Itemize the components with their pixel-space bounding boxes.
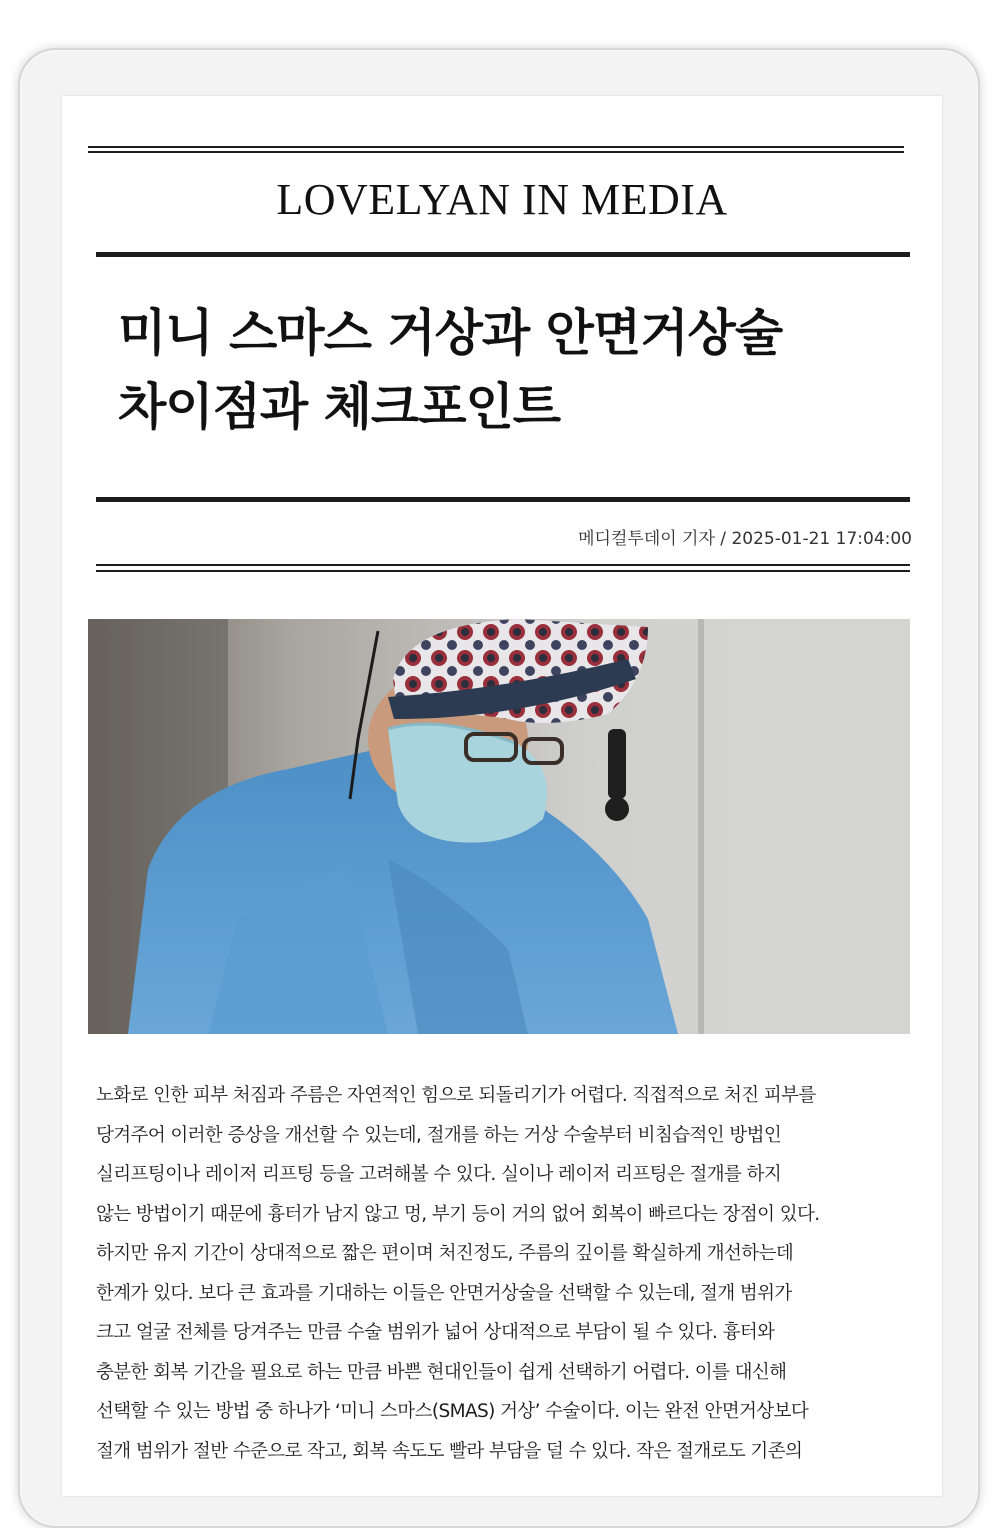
article-byline: 메디컬투데이 기자 / 2025-01-21 17:04:00 bbox=[578, 529, 912, 549]
body-line: 크고 얼굴 전체를 당겨주는 만큼 수술 범위가 넓어 상대적으로 부담이 될 수 있다. 흉터와 bbox=[96, 1322, 775, 1343]
body-line: 절개 범위가 절반 수준으로 작고, 회복 속도도 빨라 부담을 덜 수 있다. 작은 절개로도 기존의 bbox=[96, 1440, 803, 1462]
masthead-rule bbox=[96, 252, 910, 257]
body-line: 않는 방법이기 때문에 흉터가 남지 않고 멍, 부기 등이 거의 없어 회복이 빠르다는 장점이 있다. bbox=[96, 1203, 820, 1225]
body-line: 실리프팅이나 레이저 리프팅 등을 고려해볼 수 있다. 실이나 레이저 리프팅은 절개를 하지 bbox=[96, 1164, 782, 1185]
article-screen bbox=[62, 96, 942, 1496]
body-line: 당겨주어 이러한 증상을 개선할 수 있는데, 절개를 하는 거상 수술부터 비침습적인 방법인 bbox=[96, 1124, 782, 1146]
top-rule-2 bbox=[88, 151, 904, 153]
article-headline bbox=[118, 296, 918, 444]
body-line: 한계가 있다. 보다 큰 효과를 기대하는 이들은 안면거상술을 선택할 수 있는데, 절개 범위가 bbox=[96, 1282, 792, 1304]
byline-rule-2 bbox=[96, 570, 910, 572]
body-line: 선택할 수 있는 방법 중 하나가 ‘미니 스마스(SMAS) 거상’ 수술이다. 이는 완전 안면거상보다 bbox=[96, 1401, 809, 1422]
top-rule-1 bbox=[88, 146, 904, 148]
headline-line-2: 차이점과 체크포인트 bbox=[118, 378, 561, 436]
masthead-title: LOVELYAN IN MEDIA bbox=[276, 175, 728, 224]
body-line: 노화로 인한 피부 처짐과 주름은 자연적인 힘으로 되돌리기가 어렵다. 직접적으로 처진 피부를 bbox=[96, 1085, 816, 1106]
byline-rule-1 bbox=[96, 564, 910, 566]
article-body bbox=[96, 1076, 912, 1471]
surgeon-illustration bbox=[88, 619, 910, 1034]
headline-rule bbox=[96, 497, 910, 502]
body-line: 하지만 유지 기간이 상대적으로 짧은 편이며 처진정도, 주름의 깊이를 확실하게 개선하는데 bbox=[96, 1243, 794, 1264]
surgeon-photo bbox=[88, 619, 910, 1034]
headline-line-1: 미니 스마스 거상과 안면거상술 bbox=[118, 304, 783, 362]
body-line: 충분한 회복 기간을 필요로 하는 만큼 바쁜 현대인들이 쉽게 선택하기 어렵다. 이를 대신해 bbox=[96, 1361, 787, 1383]
